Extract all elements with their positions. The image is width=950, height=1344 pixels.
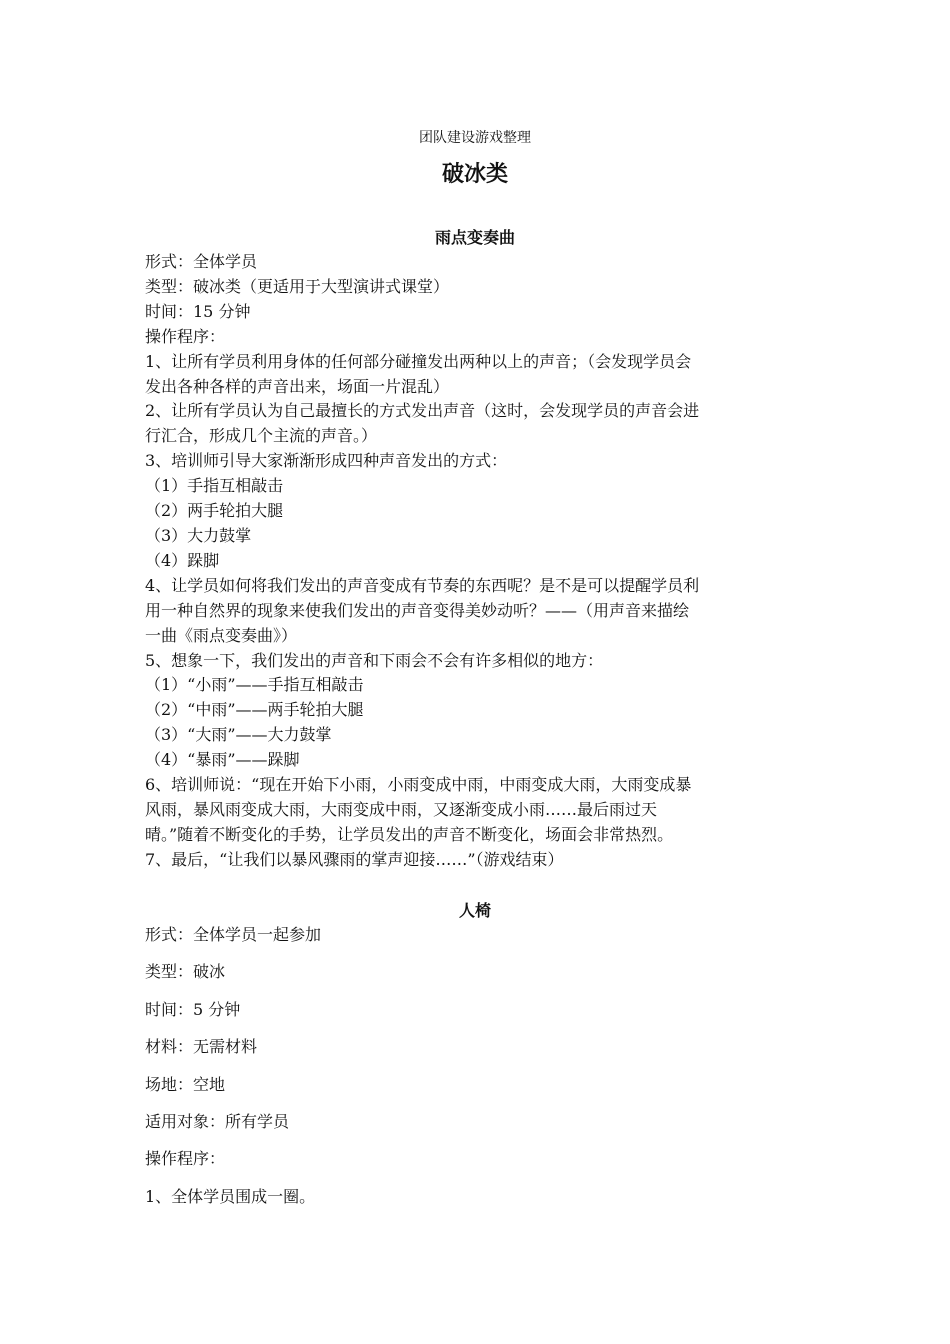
- text-line: （2）“中雨”——两手轮拍大腿: [145, 700, 364, 720]
- text-line: 2、让所有学员认为自己最擅长的方式发出声音（这时，会发现学员的声音会进: [145, 401, 700, 421]
- text-line: 晴。”随着不断变化的手势，让学员发出的声音不断变化，场面会非常热烈。: [145, 824, 674, 844]
- text-line: 材料：无需材料: [145, 1037, 258, 1057]
- text-line: （1）“小雨”——手指互相敲击: [145, 675, 364, 695]
- text-line: 形式：全体学员一起参加: [145, 925, 322, 944]
- text-line: 行汇合，形成几个主流的声音。）: [145, 426, 378, 446]
- text-line: （3）大力鼓掌: [145, 525, 252, 545]
- text-line: 类型：破冰: [145, 962, 226, 982]
- text-line: 3、培训师引导大家渐渐形成四种声音发出的方式：: [145, 451, 508, 471]
- text-line: 4、让学员如何将我们发出的声音变成有节奏的东西呢？是不是可以提醒学员利: [145, 575, 700, 595]
- text-line: 6、培训师说：“现在开始下小雨，小雨变成中雨，中雨变成大雨，大雨变成暴: [145, 775, 692, 795]
- document-title: 团队建设游戏整理: [419, 130, 531, 146]
- text-line: 类型：破冰类（更适用于大型演讲式课堂）: [145, 276, 450, 296]
- text-line: 操作程序：: [145, 326, 226, 346]
- text-line: （3）“大雨”——大力鼓掌: [145, 725, 332, 745]
- text-line: 场地：空地: [145, 1074, 226, 1094]
- text-line: 一曲《雨点变奏曲》）: [145, 625, 298, 645]
- text-line: （4）跺脚: [145, 550, 220, 570]
- section-body-rain-variation: [145, 250, 809, 873]
- text-line: 7、最后，“让我们以暴风骤雨的掌声迎接……”（游戏结束）: [145, 849, 564, 869]
- text-line: 发出各种各样的声音出来，场面一片混乱）: [145, 376, 450, 396]
- section-heading-human-chair: 人椅: [458, 901, 491, 920]
- text-line: （4）“暴雨”——跺脚: [145, 750, 300, 770]
- text-line: 时间：15 分钟: [145, 301, 251, 321]
- text-line: 形式：全体学员: [145, 252, 258, 271]
- text-line: 5、想象一下，我们发出的声音和下雨会不会有许多相似的地方：: [145, 650, 604, 670]
- text-line: （1）手指互相敲击: [145, 476, 284, 496]
- category-heading: 破冰类: [441, 162, 508, 187]
- text-line: 风雨，暴风雨变成大雨，大雨变成中雨，又逐渐变成小雨……最后雨过天: [145, 799, 658, 819]
- text-line: （2）两手轮拍大腿: [145, 501, 284, 521]
- text-line: 操作程序：: [145, 1149, 226, 1169]
- text-line: 用一种自然界的现象来使我们发出的声音变得美妙动听？——（用声音来描绘: [145, 600, 690, 620]
- text-line: 时间：5 分钟: [145, 999, 241, 1019]
- text-line: 1、让所有学员利用身体的任何部分碰撞发出两种以上的声音；（会发现学员会: [145, 351, 692, 371]
- section-heading-rain-variation: 雨点变奏曲: [434, 228, 515, 247]
- text-line: 适用对象：所有学员: [145, 1111, 290, 1131]
- text-line: 1、全体学员围成一圈。: [145, 1186, 316, 1206]
- section-body-human-chair: [145, 923, 809, 1222]
